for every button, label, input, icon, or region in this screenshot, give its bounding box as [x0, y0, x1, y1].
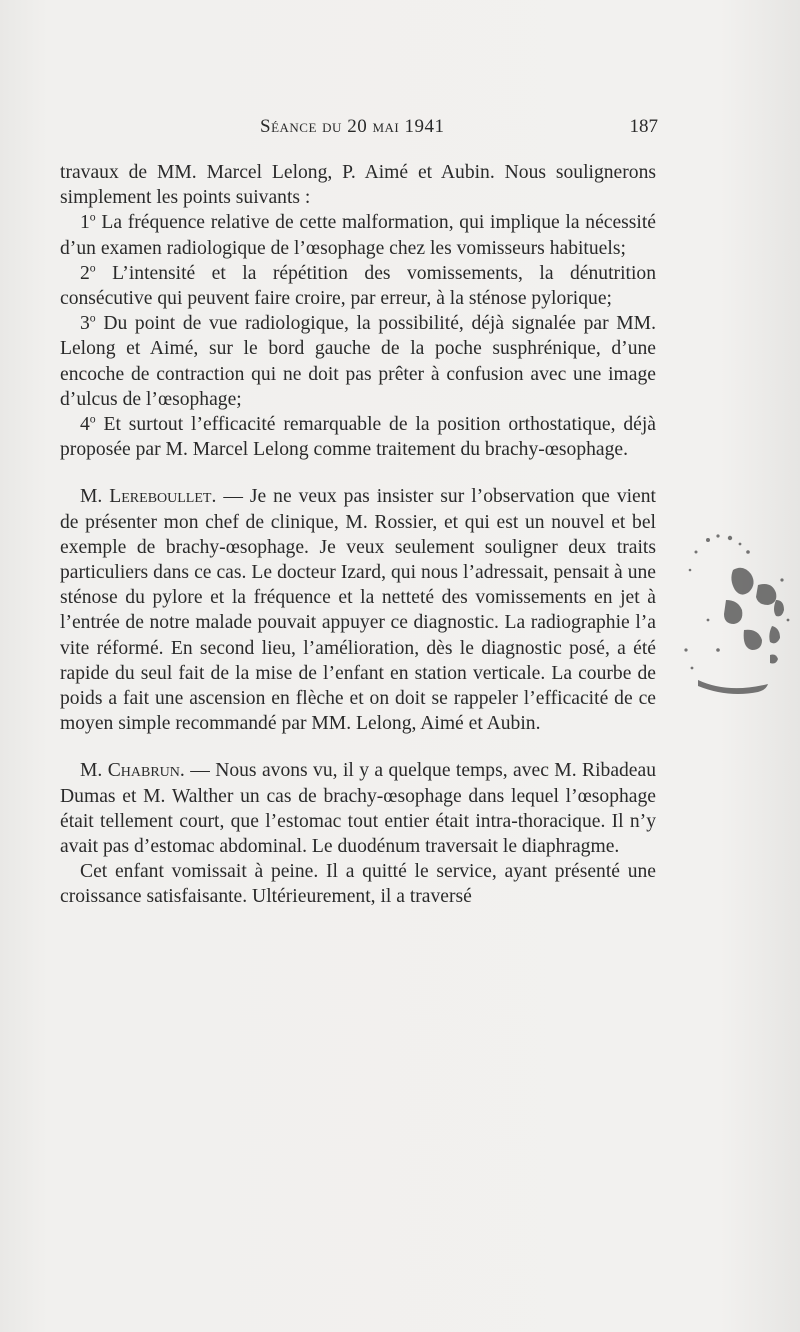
list-number: 4 — [80, 414, 90, 436]
running-title-year: 1941 — [404, 116, 445, 137]
paragraph-continued: travaux de MM. Marcel Lelong, P. Aimé et Aubin. Nous soulignerons simplement les points suivants : — [60, 162, 656, 209]
running-title-month: mai — [372, 116, 400, 137]
ordinal-mark: o — [89, 412, 96, 426]
speaker-name: M. Lereboullet. — [80, 486, 217, 508]
ordinal-mark: o — [89, 261, 96, 275]
list-text: Du point de vue radiologique, la possibilité, déjà signalée par MM. Lelong et Aimé, sur le bord gauche de la poche susphrénique, d’une encoche de contraction qui ne doit pas prêter à confusion avec une image d’ulcus de l’œsophage; — [60, 313, 656, 410]
list-item-1 — [60, 210, 656, 260]
running-title — [260, 116, 444, 138]
paragraph-lereboullet — [60, 484, 656, 736]
paragraph-final: Cet enfant vomissait à peine. Il a quitté le service, ayant présenté une croissance satisfaisante. Ultérieurement, il a traversé — [60, 861, 656, 908]
list-text: L’intensité et la répétition des vomissements, la dénutrition consécutive qui peuvent faire croire, par erreur, à la sténose pylorique; — [60, 262, 656, 310]
running-header — [110, 116, 658, 144]
paragraph-text: — Je ne veux pas insister sur l’observation que vient de présenter mon chef de clinique, M. Rossier, et qui est un nouvel et bel exemple de brachy-œsophage. Je veux seulement souligner deux traits particuliers dans ce cas. Le docteur Izard, qui nous l’adressait, pensait à une sténose du pylore et la fréquence et la netteté des vomissements en jet à l’entrée de notre malade pouvait appuyer ce diagnostic. La radiographie l’a vite réformé. En second lieu, l’amélioration, dès le diagnostic posé, a été rapide du seul fait de la mise de l’enfant en station verticale. La courbe de poids a fait une ascension en flèche et on doit se rappeler l’efficacité de ce moyen simple recommandé par MM. Lelong, Aimé et Aubin. — [60, 486, 656, 735]
library-stamp-icon — [678, 530, 798, 700]
running-title-date: 20 — [347, 116, 368, 137]
speaker-name: M. Chabrun. — [80, 760, 185, 782]
list-number: 2 — [80, 262, 90, 284]
list-item-3 — [60, 311, 656, 412]
list-number: 1 — [80, 212, 90, 234]
paragraph-chabrun — [60, 758, 656, 859]
page-number: 187 — [629, 116, 658, 137]
list-item-4 — [60, 412, 656, 462]
paragraph-text: — Nous avons vu, il y a quelque temps, avec M. Ribadeau Dumas et M. Walther un cas de brachy-œsophage dans lequel l’œsophage était tellement court, que l’estomac tout entier était intra-thoracique. Il n’y avait pas d’estomac abdominal. Le duodénum traversait le diaphragme. — [60, 760, 656, 858]
list-text: La fréquence relative de cette malformation, qui implique la nécessité d’un examen radiologique de l’œsophage chez les vomisseurs habituels; — [60, 212, 656, 259]
running-title-prefix: Séance du — [260, 116, 342, 137]
list-number: 3 — [80, 313, 90, 335]
ordinal-mark: o — [89, 311, 96, 325]
body-text — [60, 160, 656, 910]
ordinal-mark: o — [89, 210, 96, 224]
list-text: Et surtout l’efficacité remarquable de la position orthostatique, déjà proposée par M. Marcel Lelong comme traitement du brachy-œsophage. — [60, 414, 656, 461]
list-item-2 — [60, 261, 656, 311]
